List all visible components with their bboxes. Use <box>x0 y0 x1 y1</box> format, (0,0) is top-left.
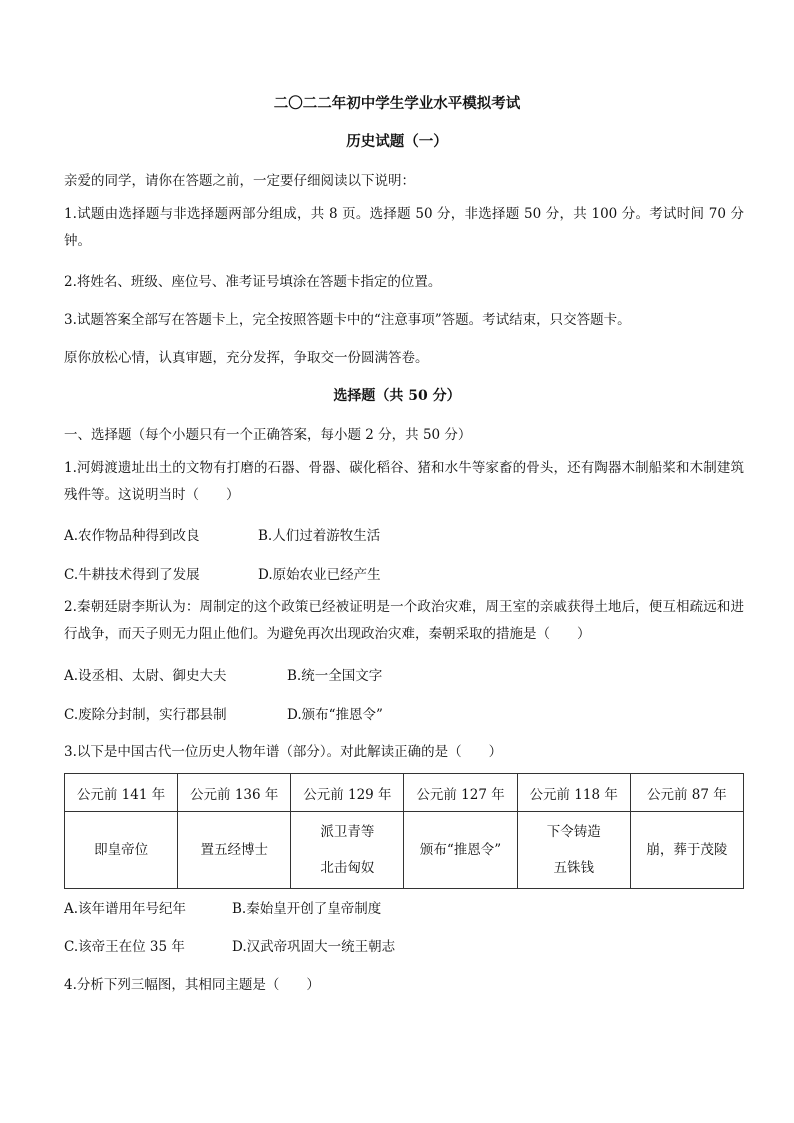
chronology-event-cell <box>517 812 630 889</box>
chronology-event-line: 崩，葬于茂陵 <box>646 842 728 858</box>
question-2-option-a[interactable]: A.设丞相、太尉、御史大夫 <box>64 668 227 684</box>
chronology-year-row <box>65 774 744 812</box>
chronology-event-cell <box>65 812 178 889</box>
question-3-stem: 3.以下是中国古代一位历史人物年谱（部分）。对此解读正确的是（ ） <box>64 744 503 760</box>
question-1-option-a[interactable]: A.农作物品种得到改良 <box>64 528 200 544</box>
question-1-option-b[interactable]: B.人们过着游牧生活 <box>258 528 381 544</box>
chronology-event-row <box>65 812 744 889</box>
chronology-event-line: 北击匈奴 <box>320 860 375 876</box>
chronology-year-cell: 公元前 129 年 <box>291 774 404 812</box>
instructions-closing: 原你放松心情，认真审题，充分发挥，争取交一份圆满答卷。 <box>64 350 429 366</box>
subject-title: 历史试题（一） <box>346 133 448 150</box>
question-1-option-d[interactable]: D.原始农业已经产生 <box>258 567 381 583</box>
question-3-option-d[interactable]: D.汉武帝巩固大一统王朝志 <box>232 939 396 955</box>
instruction-item-2: 2.将姓名、班级、座位号、准考证号填涂在答题卡指定的位置。 <box>64 274 442 290</box>
question-1-option-c[interactable]: C.牛耕技术得到了发展 <box>64 567 200 583</box>
instruction-item-1: 1.试题由选择题与非选择题两部分组成，共 8 页。选择题 50 分，非选择题 50 分，共 100 分。考试时间 70 分钟。 <box>64 206 744 249</box>
chronology-table <box>64 773 744 889</box>
chronology-event-cell <box>630 812 743 889</box>
chronology-event-line: 下令铸造 <box>546 824 601 840</box>
question-2-option-b[interactable]: B.统一全国文字 <box>287 668 383 684</box>
chronology-event-line: 五铢钱 <box>553 860 594 876</box>
chronology-year-cell: 公元前 118 年 <box>517 774 630 812</box>
chronology-event-line: 置五经博士 <box>200 842 268 858</box>
chronology-event-cell <box>404 812 517 889</box>
chronology-event-line: 即皇帝位 <box>94 842 149 858</box>
chronology-year-cell: 公元前 141 年 <box>65 774 178 812</box>
chronology-year-cell: 公元前 87 年 <box>630 774 743 812</box>
question-1-stem: 1.河姆渡遗址出土的文物有打磨的石器、骨器、碳化稻谷、猪和水牛等家畜的骨头，还有陶器木制船桨和木制建筑残件等。这说明当时（ ） <box>64 460 744 503</box>
question-2-option-d[interactable]: D.颁布“推恩令” <box>287 707 383 723</box>
chronology-event-line: 派卫青等 <box>320 824 375 840</box>
question-2-stem: 2.秦朝廷尉李斯认为：周制定的这个政策已经被证明是一个政治灾难，周王室的亲戚获得土地后，便互相疏远和进行战争，而天子则无力阻止他们。为避免再次出现政治灾难，秦朝采取的措施是（ ） <box>64 599 744 642</box>
chronology-year-cell: 公元前 136 年 <box>178 774 291 812</box>
instructions-greeting: 亲爱的同学，请你在答题之前，一定要仔细阅读以下说明： <box>64 173 415 189</box>
instruction-item-3: 3.试题答案全部写在答题卡上，完全按照答题卡中的“注意事项”答题。考试结束，只交答题卡。 <box>64 312 631 328</box>
section-title: 选择题（共 50 分） <box>333 388 461 404</box>
question-3-option-b[interactable]: B.秦始皇开创了皇帝制度 <box>232 901 382 917</box>
chronology-event-cell <box>178 812 291 889</box>
chronology-year-cell: 公元前 127 年 <box>404 774 517 812</box>
part-heading: 一、选择题（每个小题只有一个正确答案，每小题 2 分，共 50 分） <box>64 427 472 443</box>
question-2-option-c[interactable]: C.废除分封制，实行郡县制 <box>64 707 227 723</box>
question-3-option-c[interactable]: C.该帝王在位 35 年 <box>64 939 185 955</box>
question-3-option-a[interactable]: A.该年谱用年号纪年 <box>64 901 187 917</box>
question-4-stem: 4.分析下列三幅图，其相同主题是（ ） <box>64 977 320 993</box>
chronology-event-cell <box>291 812 404 889</box>
chronology-event-line: 颁布“推恩令” <box>419 842 502 858</box>
exam-title: 二〇二二年初中学生学业水平模拟考试 <box>273 95 521 112</box>
